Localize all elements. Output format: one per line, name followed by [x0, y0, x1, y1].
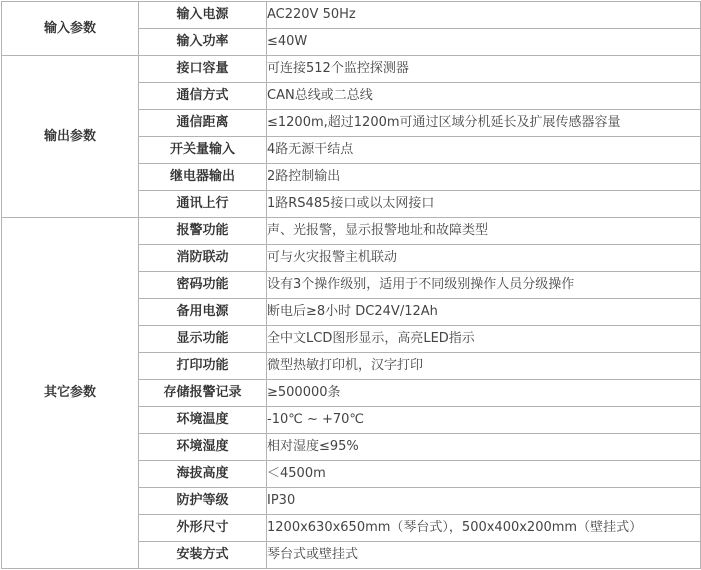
param-value: ≥500000条	[267, 380, 701, 407]
param-value: IP30	[267, 488, 701, 515]
param-name: 防护等级	[139, 488, 267, 515]
param-value: 1200x630x650mm（琴台式），500x400x200mm（壁挂式）	[267, 515, 701, 542]
param-value: 全中文LCD图形显示，高亮LED指示	[267, 326, 701, 353]
param-name: 海拔高度	[139, 461, 267, 488]
group-label-other: 其它参数	[2, 218, 139, 569]
table-row	[2, 218, 701, 245]
group-label-output: 输出参数	[2, 56, 139, 218]
param-name: 通信距离	[139, 110, 267, 137]
param-value: 4路无源干结点	[267, 137, 701, 164]
param-name: 存储报警记录	[139, 380, 267, 407]
param-value: 可与火灾报警主机联动	[267, 245, 701, 272]
param-name: 输入电源	[139, 2, 267, 29]
param-name: 输入功率	[139, 29, 267, 56]
param-value: 声、光报警，显示报警地址和故障类型	[267, 218, 701, 245]
param-name: 继电器输出	[139, 164, 267, 191]
param-value: 断电后≥8小时 DC24V/12Ah	[267, 299, 701, 326]
param-value: ≤40W	[267, 29, 701, 56]
param-name: 接口容量	[139, 56, 267, 83]
param-value: 微型热敏打印机，汉字打印	[267, 353, 701, 380]
param-name: 开关量输入	[139, 137, 267, 164]
table-row	[2, 56, 701, 83]
param-value: AC220V 50Hz	[267, 2, 701, 29]
param-value: CAN总线或二总线	[267, 83, 701, 110]
param-name: 外形尺寸	[139, 515, 267, 542]
param-value: 设有3个操作级别，适用于不同级别操作人员分级操作	[267, 272, 701, 299]
table-row	[2, 2, 701, 29]
param-value: ≤1200m,超过1200m可通过区域分机延长及扩展传感器容量	[267, 110, 701, 137]
param-value: 可连接512个监控探测器	[267, 56, 701, 83]
param-name: 报警功能	[139, 218, 267, 245]
param-name: 安装方式	[139, 542, 267, 569]
param-value: 相对湿度≤95%	[267, 434, 701, 461]
spec-table	[1, 1, 701, 569]
param-name: 消防联动	[139, 245, 267, 272]
param-name: 显示功能	[139, 326, 267, 353]
param-name: 打印功能	[139, 353, 267, 380]
param-name: 通信方式	[139, 83, 267, 110]
param-name: 密码功能	[139, 272, 267, 299]
param-value: 2路控制输出	[267, 164, 701, 191]
param-name: 环境湿度	[139, 434, 267, 461]
group-label-input: 输入参数	[2, 2, 139, 56]
param-name: 通讯上行	[139, 191, 267, 218]
param-value: ＜4500m	[267, 461, 701, 488]
param-value: 1路RS485接口或以太网接口	[267, 191, 701, 218]
param-name: 环境温度	[139, 407, 267, 434]
param-name: 备用电源	[139, 299, 267, 326]
param-value: 琴台式或壁挂式	[267, 542, 701, 569]
param-value: -10℃ ~ +70℃	[267, 407, 701, 434]
